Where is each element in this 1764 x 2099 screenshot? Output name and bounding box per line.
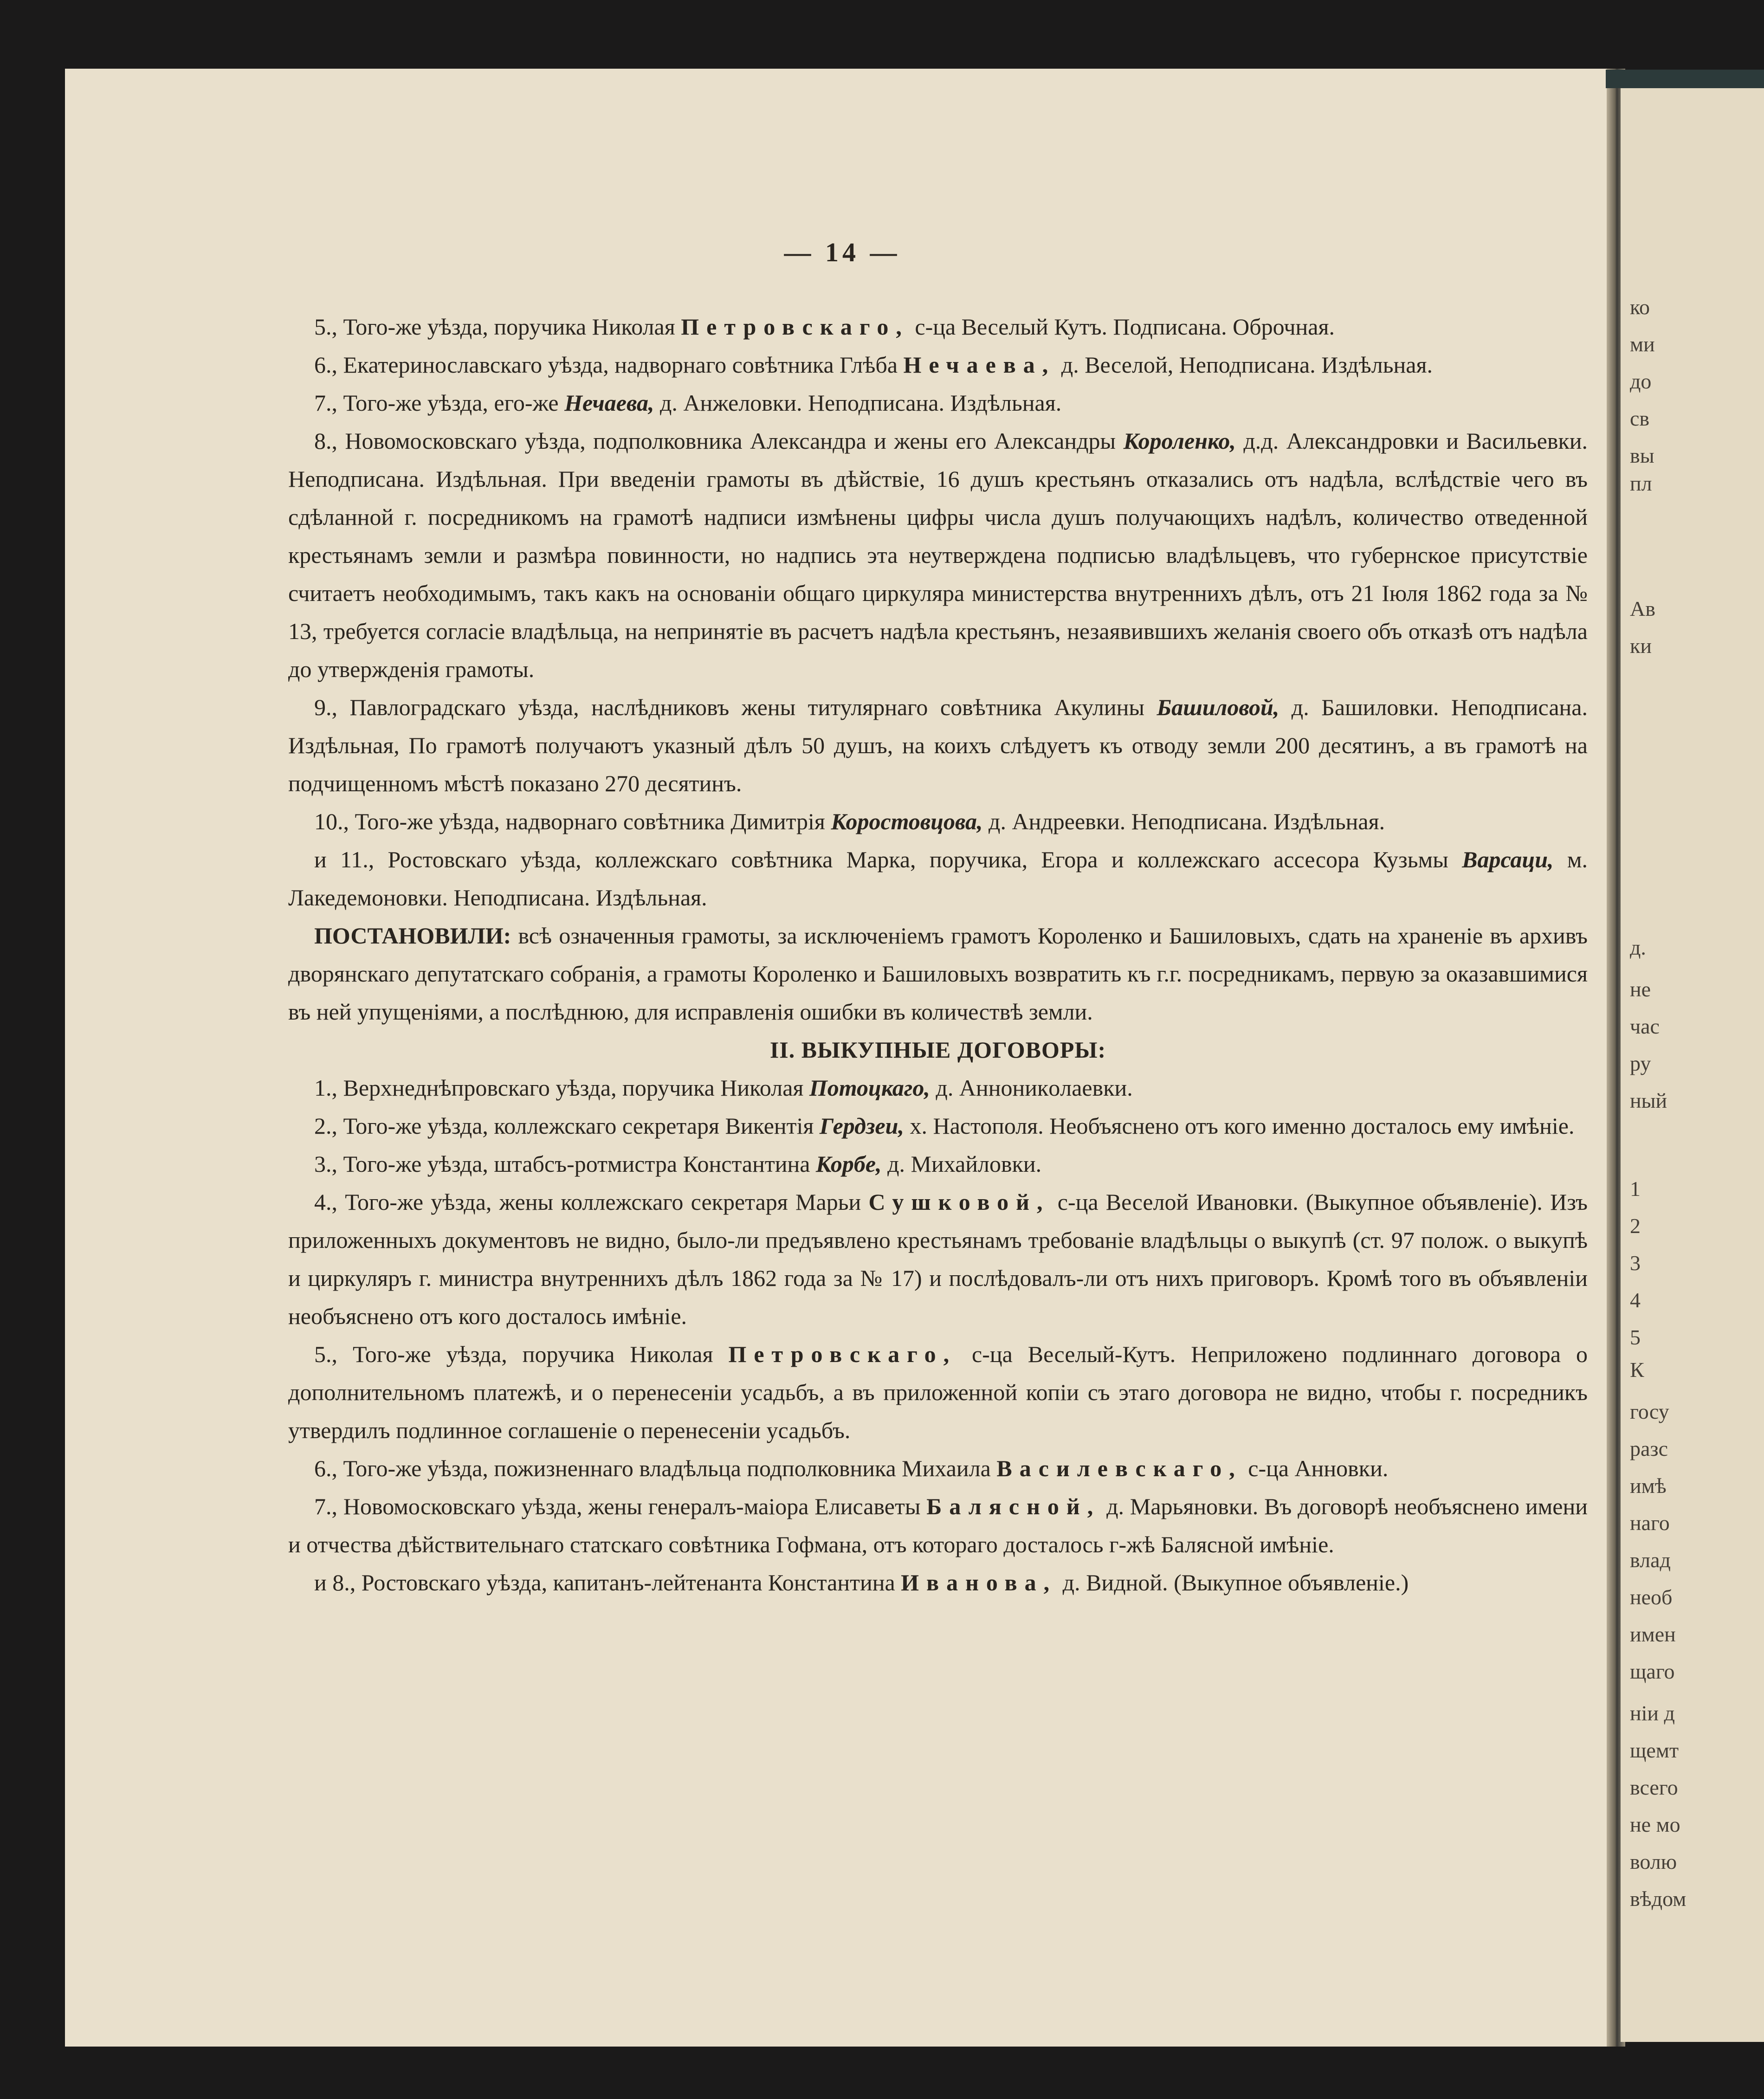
facing-text-fragment: св xyxy=(1630,407,1650,430)
item-text: 7., Новомосковскаго уѣзда, жены генералъ-маіора Елисаветы xyxy=(314,1493,927,1519)
list-item xyxy=(288,346,1588,384)
facing-page xyxy=(1621,72,1764,2042)
contracts-list xyxy=(288,1069,1588,1602)
item-owner: Потоцкаго, xyxy=(809,1075,930,1101)
facing-text-fragment: имѣ xyxy=(1630,1474,1667,1498)
item-owner: Короленко, xyxy=(1123,428,1236,454)
item-rest: с-ца Веселый Кутъ. Подписана. Оброчная. xyxy=(909,314,1335,340)
item-rest: с-ца Веселой Ивановки. (Выкупное объявленіе). Изъ приложенныхъ документовъ не видно, было-ли предъявлено крестьянамъ требованіе владѣльцы о выкупѣ (ст. 97 полож. о выкупѣ и циркуляръ г. министра внутреннихъ дѣлъ 1862 года за № 17) и послѣдовалъ-ли отъ нихъ приговоръ. Кромѣ того въ объявленіи необъяснено отъ кого досталось имѣніе. xyxy=(288,1189,1588,1329)
facing-text-fragment: госу xyxy=(1630,1400,1669,1423)
list-item xyxy=(288,1335,1588,1449)
item-rest: д. Андреевки. Неподписана. Издѣльная. xyxy=(982,808,1385,834)
list-item xyxy=(288,1183,1588,1335)
item-owner: Башиловой, xyxy=(1157,694,1279,720)
list-item xyxy=(288,688,1588,802)
facing-text-fragment: ніи д xyxy=(1630,1701,1675,1725)
list-item xyxy=(288,840,1588,917)
facing-text-fragment: пл xyxy=(1630,471,1652,495)
item-rest: д. Веселой, Неподписана. Издѣльная. xyxy=(1055,352,1433,378)
facing-text-fragment: ки xyxy=(1630,634,1652,658)
item-owner: Петровскаго, xyxy=(681,314,909,340)
item-owner: Иванова, xyxy=(901,1569,1057,1595)
facing-text-fragment: вѣдом xyxy=(1630,1887,1686,1911)
facing-text-fragment: д. xyxy=(1630,936,1646,959)
facing-text-fragment: влад xyxy=(1630,1548,1671,1572)
resolution-paragraph xyxy=(288,917,1588,1031)
item-rest: д. Башиловки. Неподписана. Издѣльная, По грамотѣ получаютъ указный дѣлъ 50 душъ, на коихъ слѣдуетъ къ отводу земли 200 десятинъ, а въ грамотѣ на подчищенномъ мѣстѣ показано 270 десятинъ. xyxy=(288,694,1588,796)
item-owner: Балясной, xyxy=(926,1493,1101,1519)
item-rest: д. Марьяновки. Въ договорѣ необъяснено имени и отчества дѣйствительнаго статскаго совѣтника Гофмана, отъ котораго досталось г-жѣ Балясной имѣніе. xyxy=(288,1493,1588,1557)
cover-edge xyxy=(1606,70,1764,88)
facing-text-fragment: К xyxy=(1630,1358,1644,1382)
facing-text-fragment: волю xyxy=(1630,1850,1677,1873)
item-text: 3., Того-же уѣзда, штабсъ-ротмистра Константина xyxy=(314,1151,816,1177)
facing-text-fragment: необ xyxy=(1630,1585,1673,1609)
left-page xyxy=(65,69,1620,2047)
item-text: 6., Того-же уѣзда, пожизненнаго владѣльца подполковника Михаила xyxy=(314,1455,997,1481)
item-rest: с-ца Веселый-Кутъ. Неприложено подлиннаго договора о дополнительномъ платежѣ, и о перенесеніи усадьбъ, а въ приложенной копіи съ этаго договора не видно, чтобы г. посредникъ утвердилъ подлинное соглашеніе о перенесеніи усадьбъ. xyxy=(288,1341,1588,1443)
facing-text-fragment: 5 xyxy=(1630,1325,1641,1349)
item-owner: Нечаева, xyxy=(564,390,654,416)
item-owner: Варсаци, xyxy=(1462,846,1554,872)
facing-text-fragment: имен xyxy=(1630,1622,1676,1646)
list-item xyxy=(288,1563,1588,1602)
page-number: — 14 — xyxy=(784,237,901,267)
facing-text-fragment: 4 xyxy=(1630,1288,1641,1312)
item-text: и 8., Ростовскаго уѣзда, капитанъ-лейтенанта Константина xyxy=(314,1569,901,1595)
item-rest: д. Анжеловки. Неподписана. Издѣльная. xyxy=(654,390,1062,416)
facing-text-fragment: разс xyxy=(1630,1437,1668,1460)
item-owner: Василевскаго, xyxy=(996,1455,1242,1481)
charters-list xyxy=(288,308,1588,917)
item-text: 10., Того-же уѣзда, надворнаго совѣтника Димитрія xyxy=(314,808,831,834)
item-text: 8., Новомосковскаго уѣзда, подполковника Александра и жены его Александры xyxy=(314,428,1124,454)
resolution-label: ПОСТАНОВИЛИ: xyxy=(314,923,511,949)
item-rest: д. Михайловки. xyxy=(881,1151,1042,1177)
facing-text-fragment: вы xyxy=(1630,444,1654,467)
item-text: 4., Того-же уѣзда, жены коллежскаго секретаря Марьи xyxy=(314,1189,869,1215)
facing-text-fragment: ру xyxy=(1630,1052,1651,1075)
item-rest: м. Лакедемоновки. Неподписана. Издѣльная. xyxy=(288,846,1588,911)
item-owner: Коростовцова, xyxy=(831,808,983,834)
facing-text-fragment: час xyxy=(1630,1014,1660,1038)
list-item xyxy=(288,1487,1588,1563)
item-text: и 11., Ростовскаго уѣзда, коллежскаго совѣтника Марка, поручика, Егора и коллежскаго ассесора Кузьмы xyxy=(314,846,1462,872)
item-owner: Петровскаго, xyxy=(728,1341,957,1367)
resolution-text: всѣ означенныя грамоты, за исключеніемъ грамотъ Короленко и Башиловыхъ, сдать на храненіе въ архивъ дворянскаго депутатскаго собранія, а грамоты Короленко и Башиловыхъ возвратить къ г.г. посредникамъ, первую за оказавшимися въ ней упущеніями, а послѣднюю, для исправленія ошибки въ количествѣ земли. xyxy=(288,923,1588,1025)
item-owner: Нечаева, xyxy=(903,352,1056,378)
item-text: 7., Того-же уѣзда, его-же xyxy=(314,390,565,416)
facing-text-fragment: 1 xyxy=(1630,1177,1641,1201)
list-item xyxy=(288,422,1588,688)
list-item xyxy=(288,1069,1588,1107)
list-item xyxy=(288,1107,1588,1145)
facing-text-fragment: 2 xyxy=(1630,1214,1641,1238)
page-body xyxy=(288,308,1588,1602)
facing-text-fragment: ми xyxy=(1630,332,1655,356)
list-item xyxy=(288,802,1588,840)
item-text: 1., Верхнеднѣпровскаго уѣзда, поручика Николая xyxy=(314,1075,809,1101)
facing-text-fragment: не xyxy=(1630,977,1651,1001)
item-rest: х. Настополя. Необъяснено отъ кого именно досталось ему имѣніе. xyxy=(904,1113,1575,1139)
item-rest: с-ца Анновки. xyxy=(1242,1455,1389,1481)
facing-text-fragment: Ав xyxy=(1630,597,1655,620)
list-item xyxy=(288,308,1588,346)
item-rest: д. Видной. (Выкупное объявленіе.) xyxy=(1057,1569,1409,1595)
item-text: 9., Павлоградскаго уѣзда, наслѣдниковъ жены титулярнаго совѣтника Акулины xyxy=(314,694,1157,720)
item-owner: Сушковой, xyxy=(868,1189,1050,1215)
list-item xyxy=(288,1449,1588,1487)
facing-text-fragment: до xyxy=(1630,369,1652,393)
facing-text-fragment: 3 xyxy=(1630,1251,1641,1275)
list-item xyxy=(288,384,1588,422)
list-item xyxy=(288,1145,1588,1183)
item-text: 5., Того-же уѣзда, поручика Николая xyxy=(314,314,681,340)
section-heading: II. ВЫКУПНЫЕ ДОГОВОРЫ: xyxy=(769,1037,1106,1063)
item-text: 6., Екатеринославскаго уѣзда, надворнаго совѣтника Глѣба xyxy=(314,352,904,378)
facing-text-fragment: наго xyxy=(1630,1511,1670,1535)
facing-text-fragment: ко xyxy=(1630,295,1650,319)
facing-text-fragment: щемт xyxy=(1630,1738,1679,1762)
item-text: 2., Того-же уѣзда, коллежскаго секретаря Викентія xyxy=(314,1113,820,1139)
facing-text-fragment: всего xyxy=(1630,1776,1678,1799)
item-owner: Корбе, xyxy=(815,1151,882,1177)
item-rest: д.д. Александровки и Васильевки. Неподписана. Издѣльная. При введеніи грамоты въ дѣйствіе, 16 душъ крестьянъ отказались отъ надѣла, вслѣдствіе чего въ сдѣланной г. посредникомъ на грамотѣ надписи измѣнены цифры числа душъ получающихъ надѣлъ, количество отведенной крестьянамъ земли и размѣра повинности, но надпись эта неутверждена подписью владѣльцевъ, что губернское присутствіе считаетъ необходимымъ, такъ какъ на основаніи общаго циркуляра министерства внутреннихъ дѣлъ, отъ 21 Іюля 1862 года за № 13, требуется согласіе владѣльца, на непринятіе въ расчетъ надѣла крестьянъ, незаявившихъ желанія своего объ отказѣ отъ надѣла до утвержденія грамоты. xyxy=(288,428,1588,682)
item-rest: д. Анноникoлаевки. xyxy=(930,1075,1133,1101)
facing-text-fragment: не мо xyxy=(1630,1813,1680,1836)
facing-text-fragment: ный xyxy=(1630,1089,1667,1112)
item-owner: Гердзеи, xyxy=(819,1113,904,1139)
facing-text-fragment: щаго xyxy=(1630,1660,1675,1683)
item-text: 5., Того-же уѣзда, поручика Николая xyxy=(314,1341,729,1367)
